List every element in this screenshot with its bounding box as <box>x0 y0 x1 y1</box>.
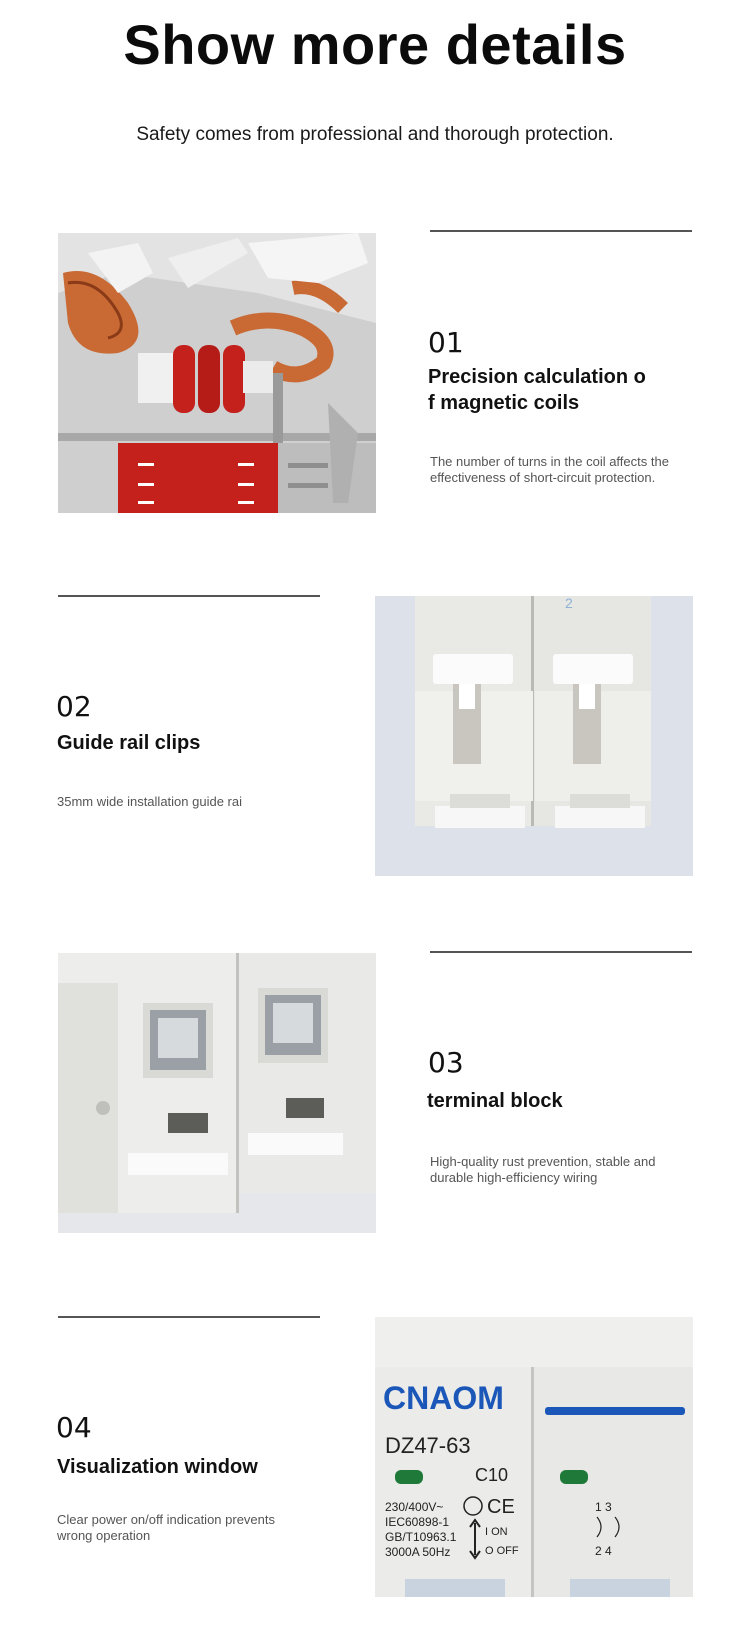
off-indicator-label: O OFF <box>485 1545 519 1557</box>
section-heading <box>57 1454 307 1480</box>
section-divider <box>430 951 692 953</box>
terminal-block-photo <box>58 953 376 1233</box>
section-heading-line: Visualization window <box>57 1456 258 1478</box>
magnetic-coil-photo <box>58 233 376 513</box>
section-heading <box>57 730 307 756</box>
model-label: DZ47-63 <box>385 1433 471 1458</box>
section-divider <box>58 595 320 597</box>
visualization-window-photo <box>375 1317 693 1597</box>
section-number: 04 <box>56 1411 92 1444</box>
section-description <box>430 454 700 486</box>
section-description-line: wrong operation <box>57 1528 151 1543</box>
side-mark: 2 <box>565 596 573 611</box>
section-heading-line: terminal block <box>427 1090 563 1112</box>
section-heading-line: Guide rail clips <box>57 732 201 754</box>
section-divider <box>430 230 692 232</box>
section-number: 03 <box>428 1046 464 1079</box>
section-description <box>430 1154 700 1186</box>
rating-label: C10 <box>475 1465 509 1485</box>
terminal-label: 1 3 <box>595 1500 612 1514</box>
section-divider <box>58 1316 320 1318</box>
section-description-line: 35mm wide installation guide rai <box>57 794 242 809</box>
section-description-line: High-quality rust prevention, stable and <box>430 1154 656 1169</box>
on-indicator-label: I ON <box>485 1526 508 1538</box>
section-description-line: Clear power on/off indication prevents <box>57 1512 275 1527</box>
page-title: Show more details <box>123 13 627 76</box>
section-heading-line: f magnetic coils <box>428 392 580 414</box>
standard-label: GB/T10963.1 <box>385 1530 457 1544</box>
section-number: 01 <box>428 326 464 359</box>
terminal-label: 2 4 <box>595 1544 612 1558</box>
section-description <box>57 1512 327 1544</box>
section-description-line: effectiveness of short-circuit protection. <box>430 470 656 485</box>
svg-text:CE: CE <box>487 1496 515 1518</box>
page-subtitle: Safety comes from professional and thorough protection. <box>136 124 614 145</box>
section-heading <box>428 364 678 416</box>
section-heading <box>427 1088 677 1114</box>
section-description <box>57 794 327 810</box>
section-heading-line: Precision calculation o <box>428 366 646 388</box>
section-description-line: durable high-efficiency wiring <box>430 1170 598 1185</box>
section-number: 02 <box>56 690 92 723</box>
standard-label: IEC60898-1 <box>385 1515 450 1529</box>
brand-logo: CNAOM <box>383 1380 504 1416</box>
rail-clip-photo <box>375 596 693 876</box>
section-description-line: The number of turns in the coil affects the <box>430 454 669 469</box>
breaking-capacity-label: 3000A 50Hz <box>385 1545 451 1559</box>
voltage-label: 230/400V~ <box>385 1500 444 1514</box>
